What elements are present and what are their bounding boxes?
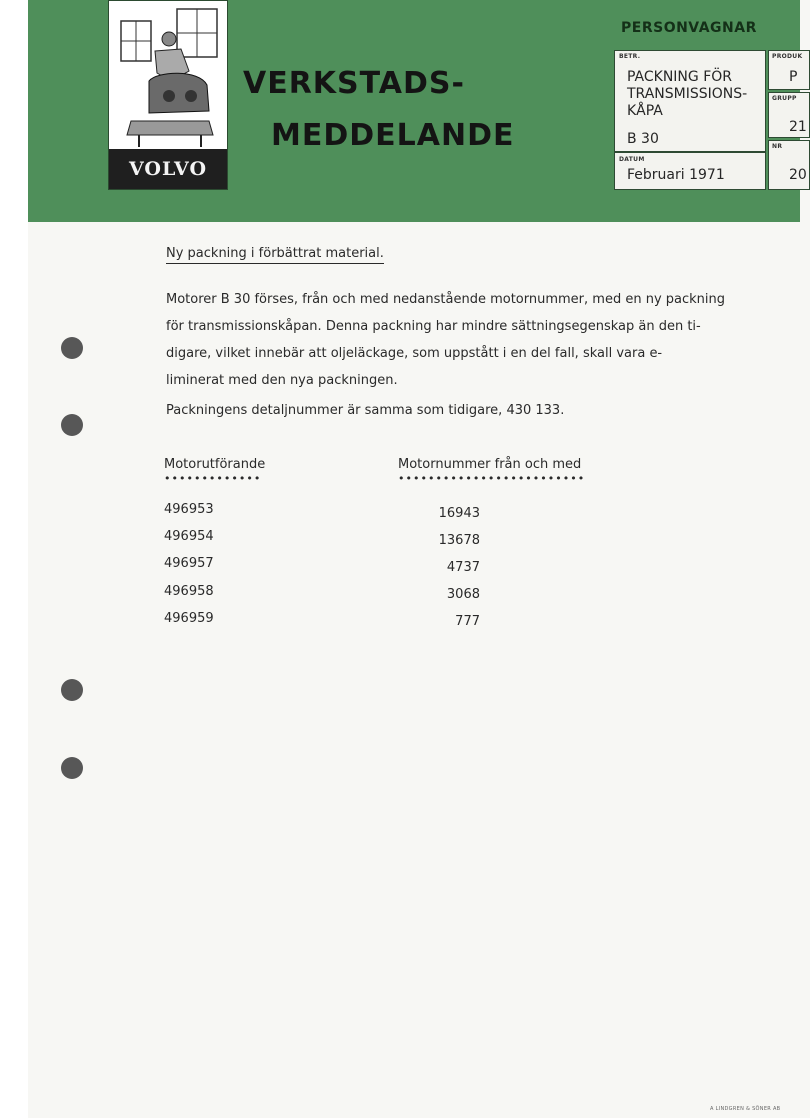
grupp-value: 21	[789, 119, 807, 135]
binder-hole	[61, 757, 83, 779]
mechanic-illustration-icon	[109, 1, 227, 149]
model-value: B 30	[627, 131, 659, 147]
body-paragraph	[166, 286, 726, 394]
subject-line-1: PACKNING FÖR	[627, 69, 733, 85]
header-banner	[28, 0, 807, 222]
paragraph-line: liminerat med den nya packningen.	[166, 373, 398, 388]
table-row-motornummer: 777	[455, 614, 480, 629]
produkt-box	[768, 50, 810, 90]
produkt-value: P	[789, 69, 798, 85]
table-row-motornummer: 4737	[446, 560, 480, 575]
grupp-label: GRUPP	[772, 95, 797, 102]
table-row-motornummer: 13678	[438, 533, 480, 548]
page-title	[243, 58, 514, 162]
nr-value: 20	[789, 167, 807, 183]
printer-credit: A LINDGREN & SÖNER AB	[710, 1106, 781, 1112]
grupp-box	[768, 92, 810, 138]
table-row-motornummer: 16943	[438, 506, 480, 521]
nr-box	[768, 140, 810, 190]
paragraph-line: för transmissionskåpan. Denna packning har mindre sättningsegenskap än den ti-	[166, 319, 701, 334]
title-line-2: MEDDELANDE	[271, 118, 515, 153]
title-line-1: VERKSTADS-	[243, 66, 465, 101]
subject-form-box	[614, 50, 766, 190]
nr-label: NR	[772, 143, 783, 150]
binder-hole	[61, 679, 83, 701]
category-label: PERSONVAGNAR	[621, 20, 757, 36]
binder-hole	[61, 414, 83, 436]
page-left-edge	[0, 0, 28, 1118]
datum-value: Februari 1971	[627, 167, 725, 183]
table-row-utforande: 496958	[164, 584, 214, 599]
form-divider	[615, 151, 765, 153]
paragraph-line: digare, vilket innebär att oljeläckage, som uppstått i en del fall, skall vara e-	[166, 346, 663, 361]
table-row-utforande: 496957	[164, 556, 214, 571]
datum-label: DATUM	[619, 156, 645, 163]
subject-line-3: KÅPA	[627, 103, 663, 119]
dotted-underline: •••••••••••••••••••••••••	[398, 472, 586, 485]
section-heading: Ny packning i förbättrat material.	[166, 246, 384, 264]
table-row-motornummer: 3068	[446, 587, 480, 602]
subject-line-2: TRANSMISSIONS-	[627, 86, 748, 102]
col-header-motornummer	[398, 457, 585, 484]
binder-hole	[61, 337, 83, 359]
betr-label: BETR.	[619, 53, 641, 60]
table-row-utforande: 496954	[164, 529, 214, 544]
col-header-utforande-text: Motorutförande	[164, 457, 266, 472]
table-row-utforande: 496953	[164, 502, 214, 517]
paragraph-line: Motorer B 30 förses, från och med nedanstående motornummer, med en ny packning	[166, 292, 726, 307]
col-header-motornummer-text: Motornummer från och med	[398, 457, 582, 472]
dotted-underline: •••••••••••••	[164, 472, 262, 485]
col-header-utforande	[164, 457, 265, 484]
detail-number-line: Packningens detaljnummer är samma som tidigare, 430 133.	[166, 403, 565, 418]
volvo-logo-box	[108, 0, 228, 190]
table-row-utforande: 496959	[164, 611, 214, 626]
volvo-brand-plate: VOLVO	[109, 149, 227, 189]
produkt-label: PRODUK	[772, 53, 803, 60]
